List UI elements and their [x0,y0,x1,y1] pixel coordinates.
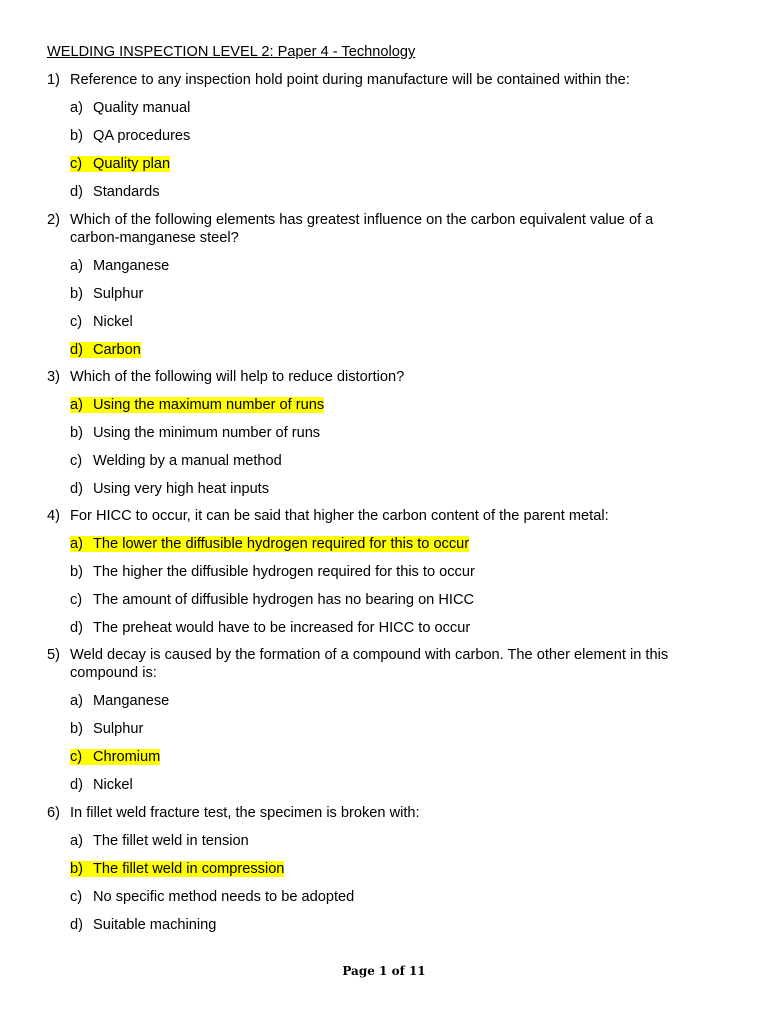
footer-page-number: 1 [379,964,388,978]
answer-text: Standards [93,184,160,200]
question-text: For HICC to occur, it can be said that higher the carbon content of the parent metal: [70,508,609,524]
answer-content [70,258,169,274]
question-number: 3) [47,369,60,385]
answer-content [70,721,143,737]
answer-letter: b) [70,425,83,441]
answer-text: The fillet weld in tension [93,833,249,849]
answer-letter: b) [70,861,83,877]
answer-letter: a) [70,258,83,274]
question-number: 5) [47,647,60,663]
footer-prefix: Page [342,964,380,978]
answer-option [70,285,143,303]
answer-text: Manganese [93,693,170,709]
answer-option [70,396,324,414]
answer-option [70,692,169,710]
answer-option [70,563,475,581]
question-text: carbon-manganese steel? [70,230,239,246]
answer-option [70,257,169,275]
answer-option [70,155,170,173]
answer-option [70,720,143,738]
answer-text: The amount of diffusible hydrogen has no bearing on HICC [93,592,475,608]
question-number: 2) [47,212,60,228]
answer-option [70,313,133,331]
answer-letter: d) [70,777,83,793]
document-title: WELDING INSPECTION LEVEL 2: Paper 4 - Technology [47,44,416,60]
answer-letter: b) [70,721,83,737]
question-number: 6) [47,805,60,821]
answer-text: Suitable machining [93,917,217,933]
answer-option [70,860,284,878]
answer-text: Using the maximum number of runs [93,397,325,413]
answer-text: Chromium [93,749,161,765]
question-text: Reference to any inspection hold point during manufacture will be contained within the: [70,72,630,88]
question-number: 4) [47,508,60,524]
answer-text: Welding by a manual method [93,453,282,469]
answer-letter: c) [70,453,83,469]
answer-letter: a) [70,536,83,552]
question-text: Which of the following elements has greatest influence on the carbon equivalent value of a [70,212,654,228]
answer-letter: b) [70,564,83,580]
answer-content [70,184,160,200]
answer-letter: c) [70,889,83,905]
answer-option [70,99,190,117]
question-text: Which of the following will help to reduce distortion? [70,369,405,385]
answer-text: Nickel [93,777,133,793]
answer-letter: a) [70,100,83,116]
answer-letter: d) [70,917,83,933]
answer-option [70,535,469,553]
highlighted-correct-answer [70,861,284,877]
answer-letter: c) [70,592,83,608]
highlighted-correct-answer [70,397,324,413]
answer-content [70,481,269,497]
answer-letter: a) [70,833,83,849]
answer-option [70,341,141,359]
answer-content [70,314,133,330]
answer-content [70,286,143,302]
answer-content [70,564,475,580]
answer-letter: c) [70,749,83,765]
answer-content [70,833,249,849]
answer-content [70,128,190,144]
answer-letter: d) [70,620,83,636]
answer-letter: d) [70,342,83,358]
answer-letter: d) [70,184,83,200]
highlighted-correct-answer [70,536,469,552]
answer-option [70,832,249,850]
question-text: Weld decay is caused by the formation of a compound with carbon. The other element in this [70,647,669,663]
answer-text: Nickel [93,314,133,330]
answer-text: Quality plan [93,156,171,172]
answer-text: Sulphur [93,721,144,737]
answer-option [70,916,216,934]
answer-letter: c) [70,314,83,330]
footer-page-total: 11 [408,964,426,978]
answer-content [70,693,169,709]
answer-content [70,592,474,608]
answer-text: No specific method needs to be adopted [93,889,355,905]
answer-text: Carbon [93,342,141,358]
answer-content [70,425,320,441]
answer-option [70,424,320,442]
answer-option [70,748,160,766]
answer-content [70,100,190,116]
answer-letter: a) [70,693,83,709]
answer-text: Manganese [93,258,170,274]
answer-option [70,127,190,145]
answer-content [70,917,216,933]
answer-letter: d) [70,481,83,497]
answer-option [70,452,282,470]
answer-content [70,453,282,469]
answer-option [70,183,160,201]
answer-option [70,776,133,794]
answer-option [70,591,474,609]
question-text: In fillet weld fracture test, the specimen is broken with: [70,805,420,821]
footer-of: of [387,964,409,978]
answer-text: The preheat would have to be increased for HICC to occur [93,620,471,636]
answer-letter: b) [70,128,83,144]
answer-option [70,888,354,906]
answer-letter: b) [70,286,83,302]
answer-text: Quality manual [93,100,191,116]
answer-text: Using very high heat inputs [93,481,270,497]
answer-text: QA procedures [93,128,191,144]
answer-content [70,620,470,636]
answer-text: The fillet weld in compression [93,861,285,877]
answer-text: Sulphur [93,286,144,302]
answer-content [70,777,133,793]
answer-text: The lower the diffusible hydrogen required for this to occur [93,536,470,552]
answer-option [70,619,470,637]
answer-text: The higher the diffusible hydrogen required for this to occur [93,564,475,580]
answer-text: Using the minimum number of runs [93,425,321,441]
question-number: 1) [47,72,60,88]
highlighted-correct-answer [70,749,160,765]
answer-letter: c) [70,156,83,172]
highlighted-correct-answer [70,342,141,358]
answer-letter: a) [70,397,83,413]
highlighted-correct-answer [70,156,170,172]
page-footer [0,963,768,979]
question-text: compound is: [70,665,157,681]
answer-option [70,480,269,498]
answer-content [70,889,354,905]
